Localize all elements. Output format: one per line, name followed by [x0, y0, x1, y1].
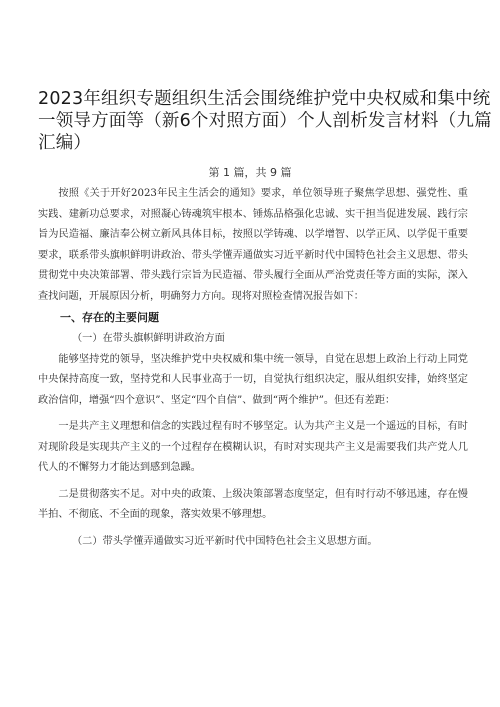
intro-paragraph: 按照《关于开好2023年民主生活会的通知》要求，单位领导班子聚焦学思想、强党性、重实践、建新功总要求，对照凝心铸魂筑牢根本、锤炼品格强化忠诚、实干担当促进发展、践行宗旨为民造福、廉洁奉公树立新风具体目标，按照以学铸魂、以学增智、以学正风、以学促干重要要求，联系带头旗帜鲜明讲政治、带头学懂弄通做实习近平新时代中国特色社会主义思想、带头贯彻党中央决策部署、带头践行宗旨为民造福、带头履行全面从严治党责任等方面的实际，深入查找问题，开展原因分析，明确努力方向。现将对照检查情况报告如下：	[38, 188, 468, 302]
subsection-heading-1: （一）在带头旗帜鲜明讲政治方面	[72, 333, 225, 344]
document-title	[38, 88, 492, 154]
part-indicator: 第 1 篇，共 9 篇	[208, 166, 292, 179]
section-heading: 一、存在的主要问题	[60, 311, 159, 324]
subsection-heading-2: （二）带头学懂弄通做实习近平新时代中国特色社会主义思想方面。	[72, 535, 378, 547]
document-body	[38, 184, 468, 552]
title-line-3: 汇编）	[38, 133, 92, 153]
title-line-1: 2023年组织专题组织生活会围绕维护党中央权威和集中统	[38, 89, 491, 109]
paragraph-issue-2: 二是贯彻落实不足。对中央的政策、上级决策部署态度坚定，但有时行动不够迅速，存在慢半拍、不彻底、不全面的现象，落实效果不够理想。	[38, 488, 468, 520]
title-line-2: 一领导方面等（新6个对照方面）个人剖析发言材料（九篇	[38, 111, 492, 131]
paragraph-political: 能够坚持党的领导，坚决维护党中央权威和集中统一领导，自觉在思想上政治上行动上同党中央保持高度一致，坚持党和人民事业高于一切，自觉执行组织决定，服从组织安排，始终坚定政治信仰，增强“四个意识”、坚定“四个自信”、做到“两个维护”。但还有差距：	[38, 353, 468, 406]
paragraph-issue-1: 一是共产主义理想和信念的实践过程有时不够坚定。认为共产主义是一个遥远的目标，有时对现阶段是实现共产主义的一个过程存在模糊认识，有时对实现共产主义是需要我们共产党人几代人的不懈努力才能达到感到急躁。	[38, 421, 468, 473]
